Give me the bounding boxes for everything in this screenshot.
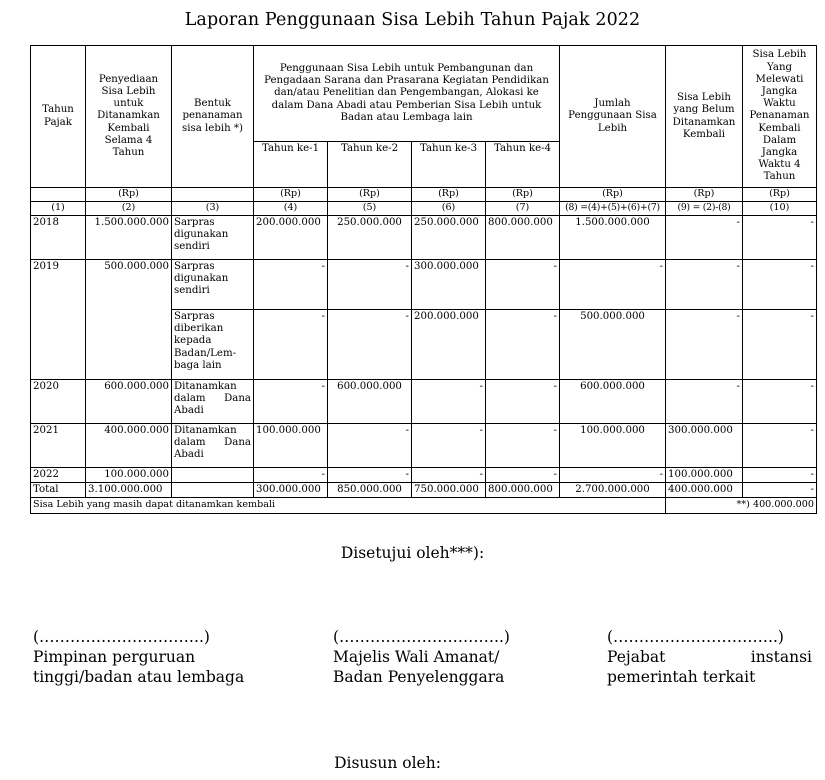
signer-role-line2: tinggi/badan atau lembaga [33,668,245,686]
cell-year: 2021 [31,424,86,468]
cell-form: Sarpras diberikan kepada Badan/Lem-baga lain [172,310,254,380]
cell-tahun-ke-4: - [486,424,560,468]
table-row [31,260,817,310]
currency-cell [31,188,86,202]
cell-jumlah: - [560,260,666,310]
cell-jumlah: 600.000.000 [560,380,666,424]
total-row [31,483,817,498]
signature-block [607,627,812,687]
cell-tahun-ke-3: - [412,380,486,424]
cell-tahun-ke-2: 850.000.000 [328,483,412,498]
currency-cell: (Rp) [254,188,328,202]
column-number: (10) [743,202,817,216]
table-row [31,468,817,483]
cell-tahun-ke-3: 300.000.000 [412,260,486,310]
signer-role-line1: Majelis Wali Amanat/ [333,648,500,666]
cell-jumlah: 2.700.000.000 [560,483,666,498]
cell-belum: 100.000.000 [666,468,743,483]
currency-cell: (Rp) [666,188,743,202]
footer-value: **) 400.000.000 [666,498,817,513]
cell-year: Total [31,483,86,498]
column-number: (7) [486,202,560,216]
cell-tahun-ke-2: - [328,310,412,380]
currency-cell: (Rp) [560,188,666,202]
column-number: (2) [86,202,172,216]
cell-form: Sarpras digunakan sendiri [172,216,254,260]
column-number: (9) = (2)-(8) [666,202,743,216]
cell-provision: 3.100.000.000 [86,483,172,498]
cell-melewati: - [743,483,817,498]
table-row [31,216,817,260]
currency-cell: (Rp) [486,188,560,202]
header-tahun-ke-3: Tahun ke-3 [412,142,486,188]
cell-tahun-ke-2: 250.000.000 [328,216,412,260]
cell-tahun-ke-2: - [328,260,412,310]
cell-jumlah: - [560,468,666,483]
cell-tahun-ke-3: 750.000.000 [412,483,486,498]
cell-belum: 300.000.000 [666,424,743,468]
cell-provision: 400.000.000 [86,424,172,468]
cell-jumlah: 500.000.000 [560,310,666,380]
cell-form: Ditanamkan dalam Dana Abadi [172,424,254,468]
cell-tahun-ke-4: - [486,310,560,380]
cell-provision: 100.000.000 [86,468,172,483]
cell-tahun-ke-4: 800.000.000 [486,483,560,498]
currency-cell: (Rp) [86,188,172,202]
currency-cell: (Rp) [743,188,817,202]
cell-tahun-ke-3: - [412,468,486,483]
cell-belum: 400.000.000 [666,483,743,498]
cell-tahun-ke-1: 300.000.000 [254,483,328,498]
header-tahun-ke-2: Tahun ke-2 [328,142,412,188]
cell-tahun-ke-4: 800.000.000 [486,216,560,260]
signature-blank: (…………………………..) [607,628,784,646]
column-number: (1) [31,202,86,216]
header-row [31,46,817,142]
cell-form: Ditanamkan dalam Dana Abadi [172,380,254,424]
cell-tahun-ke-1: - [254,380,328,424]
cell-tahun-ke-2: - [328,468,412,483]
header-penyediaan: Penyediaan Sisa Lebih untuk Ditanamkan Kembali Selama 4 Tahun [86,46,172,188]
cell-jumlah: 100.000.000 [560,424,666,468]
column-number: (5) [328,202,412,216]
report-title: Laporan Penggunaan Sisa Lebih Tahun Pajak 2022 [184,10,641,30]
signer-role-line2: pemerintah terkait [607,668,756,686]
signature-blank: (…………………………..) [33,628,210,646]
signer-role-line1: Pimpinan perguruan [33,648,196,666]
column-number: (6) [412,202,486,216]
cell-tahun-ke-2: 600.000.000 [328,380,412,424]
header-tahun-pajak: Tahun Pajak [31,46,86,188]
header-belum: Sisa Lebih yang Belum Ditanamkan Kembali [666,46,743,188]
cell-melewati: - [743,380,817,424]
cell-tahun-ke-4: - [486,260,560,310]
cell-melewati: - [743,310,817,380]
table-row [31,424,817,468]
currency-row [31,188,817,202]
cell-tahun-ke-2: - [328,424,412,468]
column-number: (8) =(4)+(5)+(6)+(7) [560,202,666,216]
column-number-row [31,202,817,216]
cell-tahun-ke-3: - [412,424,486,468]
cell-form: Sarpras digunakan sendiri [172,260,254,310]
cell-provision: 500.000.000 [86,260,172,380]
table-row [31,380,817,424]
header-jumlah: Jumlah Penggunaan Sisa Lebih [560,46,666,188]
footer-label: Sisa Lebih yang masih dapat ditanamkan kembali [31,498,666,513]
cell-tahun-ke-4: - [486,468,560,483]
cell-melewati: - [743,468,817,483]
cell-jumlah: 1.500.000.000 [560,216,666,260]
signature-block [33,627,283,687]
signer-role-line1: Pejabat instansi [607,648,812,666]
signature-blank: (…………………………..) [333,628,510,646]
header-tahun-ke-1: Tahun ke-1 [254,142,328,188]
report-table [30,45,817,514]
column-number: (4) [254,202,328,216]
header-melewati: Sisa Lebih Yang Melewati Jangka Waktu Penanaman Kembali Dalam Jangka Waktu 4 Tahun [743,46,817,188]
cell-tahun-ke-1: 100.000.000 [254,424,328,468]
cell-form [172,483,254,498]
cell-year: 2018 [31,216,86,260]
currency-cell: (Rp) [328,188,412,202]
cell-provision: 1.500.000.000 [86,216,172,260]
footer-row [31,498,817,513]
header-bentuk: Bentuk penanaman sisa lebih *) [172,46,254,188]
currency-cell: (Rp) [412,188,486,202]
cell-tahun-ke-1: - [254,468,328,483]
cell-melewati: - [743,260,817,310]
header-tahun-ke-4: Tahun ke-4 [486,142,560,188]
prepared-by-heading: Disusun oleh: [334,754,441,772]
signer-role-line2: Badan Penyelenggara [333,668,505,686]
signature-block [333,627,563,687]
cell-belum: - [666,260,743,310]
cell-tahun-ke-1: - [254,310,328,380]
header-penggunaan-group: Penggunaan Sisa Lebih untuk Pembangunan dan Pengadaan Sarana dan Prasarana Kegiatan Pendidikan dan/atau Penelitian dan Pengembangan, Alokasi ke dalam Dana Abadi atau Pemberian Sisa Lebih untuk Badan atau Lembaga lain [254,46,560,142]
cell-form [172,468,254,483]
cell-provision: 600.000.000 [86,380,172,424]
approval-heading: Disetujui oleh***): [340,544,485,562]
cell-belum: - [666,380,743,424]
cell-tahun-ke-3: 200.000.000 [412,310,486,380]
cell-melewati: - [743,424,817,468]
cell-tahun-ke-1: 200.000.000 [254,216,328,260]
cell-year: 2019 [31,260,86,380]
cell-belum: - [666,310,743,380]
cell-belum: - [666,216,743,260]
column-number: (3) [172,202,254,216]
cell-tahun-ke-4: - [486,380,560,424]
currency-cell [172,188,254,202]
cell-tahun-ke-1: - [254,260,328,310]
cell-year: 2020 [31,380,86,424]
cell-year: 2022 [31,468,86,483]
cell-melewati: - [743,216,817,260]
cell-tahun-ke-3: 250.000.000 [412,216,486,260]
